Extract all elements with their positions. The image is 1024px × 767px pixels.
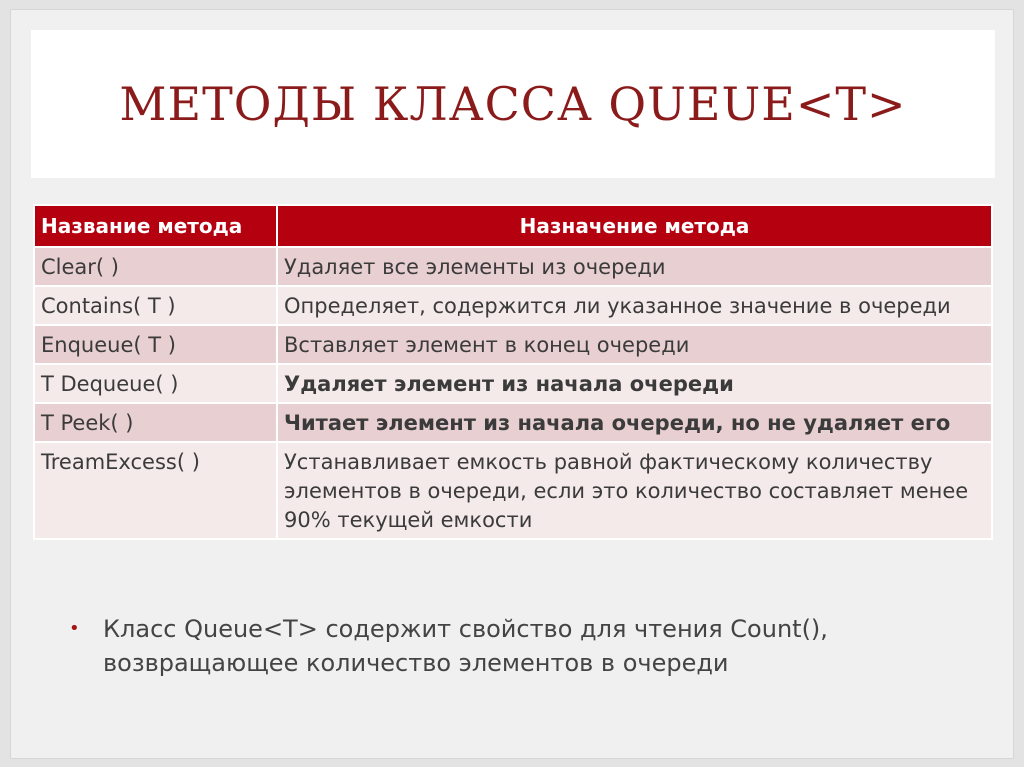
table-row — [34, 364, 992, 403]
methods-table — [33, 204, 993, 540]
method-purpose: Удаляет элемент из начала очереди — [277, 364, 992, 403]
method-name: T Dequeue( ) — [34, 364, 277, 403]
note-text: Класс Queue<T> содержит свойство для чтения Count(), возвращающее количество элементов в очереди — [103, 615, 828, 677]
method-name: Clear( ) — [34, 247, 277, 286]
method-name: Contains( T ) — [34, 286, 277, 325]
method-name: T Peek( ) — [34, 403, 277, 442]
bullet-icon: • — [69, 618, 80, 639]
header-method-purpose: Назначение метода — [277, 205, 992, 247]
method-purpose: Вставляет элемент в конец очереди — [277, 325, 992, 364]
title-box — [31, 30, 995, 178]
method-purpose: Читает элемент из начала очереди, но не удаляет его — [277, 403, 992, 442]
method-name: TreamExcess( ) — [34, 442, 277, 539]
method-purpose: Удаляет все элементы из очереди — [277, 247, 992, 286]
bullet-note — [71, 612, 971, 680]
slide-title: МЕТОДЫ КЛАССА QUEUE<T> — [119, 77, 907, 131]
table-row — [34, 247, 992, 286]
table-row — [34, 286, 992, 325]
method-purpose: Определяет, содержится ли указанное значение в очереди — [277, 286, 992, 325]
table-row — [34, 442, 992, 539]
method-purpose: Устанавливает емкость равной фактическому количеству элементов в очереди, если это количество составляет менее 90% текущей емкости — [277, 442, 992, 539]
slide — [10, 9, 1014, 759]
table-header-row — [34, 205, 992, 247]
header-method-name: Название метода — [34, 205, 277, 247]
method-name: Enqueue( T ) — [34, 325, 277, 364]
table-row — [34, 403, 992, 442]
table-row — [34, 325, 992, 364]
